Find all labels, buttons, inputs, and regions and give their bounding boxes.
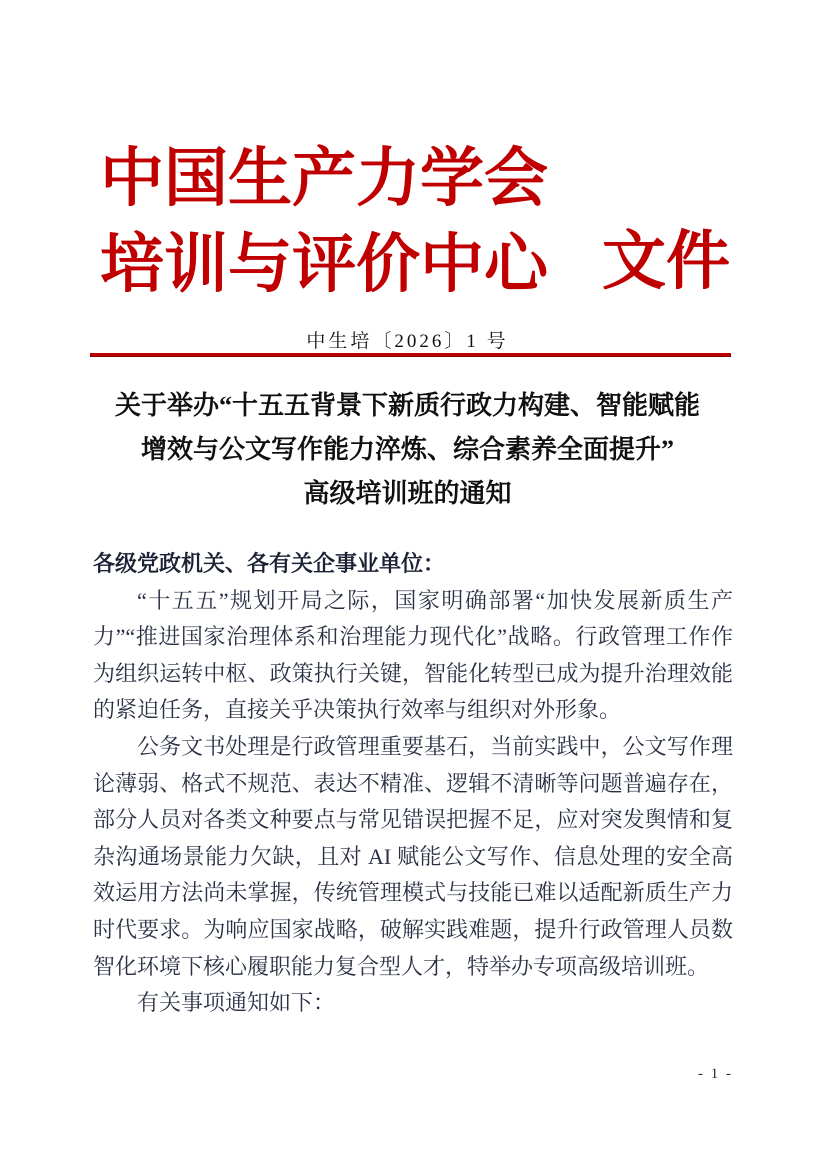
notice-title-line1: 关于举办“十五五背景下新质行政力构建、智能赋能 (114, 391, 700, 420)
salutation: 各级党政机关、各有关企事业单位： (93, 551, 446, 576)
body-paragraph-3: 有关事项通知如下： (137, 990, 336, 1016)
org-name-line1: 中国生产力学会 (100, 143, 548, 214)
notice-title (60, 384, 755, 516)
red-divider-rule (90, 353, 731, 357)
page-number: - 1 - (698, 1066, 733, 1082)
notice-body (93, 546, 733, 1022)
org-name (100, 136, 548, 308)
document-number: 中生培〔2026〕1 号 (306, 331, 509, 352)
body-paragraph-1: “十五五”规划开局之际，国家明确部署“加快发展新质生产力”“推进国家治理体系和治理能力现代化”战略。行政管理工作作为组织运转中枢、政策执行关键，智能化转型已成为提升治理效能的紧迫任务，直接关乎决策执行效率与组织对外形象。 (93, 587, 733, 723)
document-word: 文件 (602, 226, 730, 297)
notice-title-line2: 增效与公文写作能力淬炼、综合素养全面提升” (140, 435, 674, 464)
org-name-line2: 培训与评价中心 (100, 229, 548, 300)
notice-title-line3: 高级培训班的通知 (303, 479, 512, 508)
body-paragraph-2: 公务文书处理是行政管理重要基石，当前实践中，公文写作理论薄弱、格式不规范、表达不精准、逻辑不清晰等问题普遍存在，部分人员对各类文种要点与常见错误把握不足，应对突发舆情和复杂沟通场景能力欠缺，且对 AI 赋能公文写作、信息处理的安全高效运用方法尚未掌握，传统管理模式与技能已难以适配新质生产力时代要求。为响应国家战略，破解实践难题，提升行政管理人员数智化环境下核心履职能力复合型人才，特举办专项高级培训班。 (93, 733, 733, 979)
letterhead (100, 136, 730, 308)
